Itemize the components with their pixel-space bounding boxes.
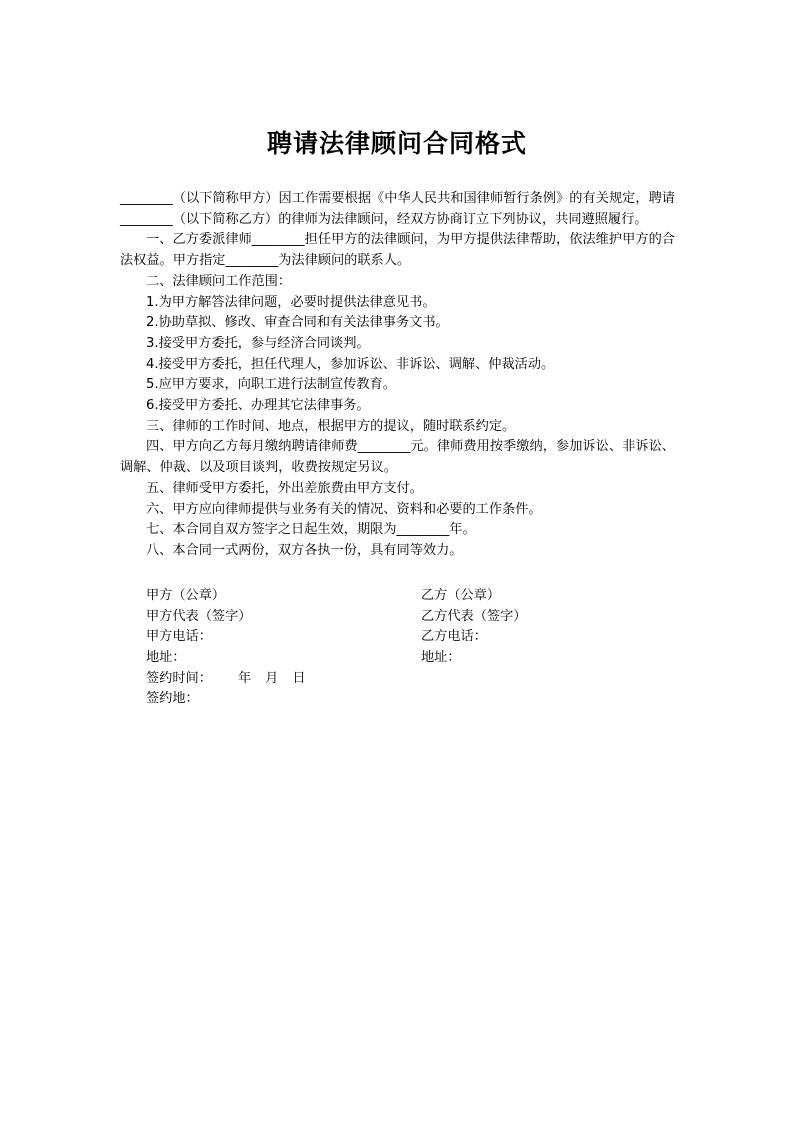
party-a-seal: 甲方（公章）	[146, 588, 226, 603]
party-a-representative: 甲方代表（签字）	[146, 608, 252, 624]
year-label: 年	[237, 670, 252, 686]
date-spacer	[278, 669, 292, 690]
signature-block	[146, 586, 666, 710]
sign-time-row	[146, 669, 666, 690]
representative-row	[146, 607, 666, 628]
party-a-phone: 甲方电话：	[146, 629, 212, 645]
scope-item-1: 1.为甲方解答法律问题，必要时提供法律意见书。	[146, 294, 436, 310]
address-row	[146, 648, 666, 669]
intro-paragraph: ________（以下简称甲方）因工作需要根据《中华人民共和国律师暂行条例》的有关规定，聘请________（以下简称乙方）的律师为法律顾问，经双方协商订立下列协议，共同遵照履行。	[120, 191, 675, 227]
document-title: 聘请法律顾问合同格式	[266, 129, 527, 158]
clause-6: 六、甲方应向律师提供与业务有关的情况、资料和必要的工作条件。	[146, 501, 542, 517]
clause-2-heading: 二、法律顾问工作范围：	[146, 273, 292, 289]
scope-item-3: 3.接受甲方委托，参与经济合同谈判。	[146, 335, 370, 351]
date-spacer	[212, 669, 238, 690]
scope-item-5: 5.应甲方要求，向职工进行法制宣传教育。	[146, 377, 396, 393]
clause-3: 三、律师的工作时间、地点，根据甲方的提议，随时联系约定。	[146, 418, 516, 434]
scope-item-2: 2.协助草拟、修改、审查合同和有关法律事务文书。	[146, 315, 449, 331]
seal-row	[146, 586, 666, 607]
scope-item-6: 6.接受甲方委托、办理其它法律事务。	[146, 398, 370, 414]
clause-5: 五、律师受甲方委托，外出差旅费由甲方支付。	[146, 480, 423, 496]
clause-8: 八、本合同一式两份，双方各执一份，具有同等效力。	[146, 542, 463, 558]
sign-place-label: 签约地：	[146, 691, 199, 707]
sign-time-label: 签约时间：	[146, 670, 212, 686]
phone-row	[146, 627, 666, 648]
party-b-representative: 乙方代表（签字）	[421, 608, 527, 624]
scope-item-4: 4.接受甲方委托，担任代理人，参加诉讼、非诉讼、调解、仲裁活动。	[146, 356, 555, 372]
contract-body	[120, 189, 675, 562]
party-b-phone: 乙方电话：	[421, 629, 487, 645]
party-b-address: 地址：	[421, 650, 461, 666]
sign-place-row	[146, 689, 666, 710]
party-a-address: 地址：	[146, 650, 186, 666]
clause-1: 一、乙方委派律师________担任甲方的法律顾问，为甲方提供法律帮助，依法维护甲方的合法权益。甲方指定________为法律顾问的联系人。	[120, 232, 675, 269]
party-b-seal: 乙方（公章）	[421, 588, 501, 603]
date-spacer	[251, 669, 265, 690]
month-label: 月	[265, 670, 279, 686]
clause-7: 七、本合同自双方签字之日起生效，期限为________年。	[146, 522, 476, 538]
clause-4: 四、甲方向乙方每月缴纳聘请律师费________元。律师费用按季缴纳，参加诉讼、非诉讼、调解、仲裁、以及项目谈判，收费按规定另议。	[120, 439, 675, 476]
day-label: 日	[292, 670, 306, 686]
